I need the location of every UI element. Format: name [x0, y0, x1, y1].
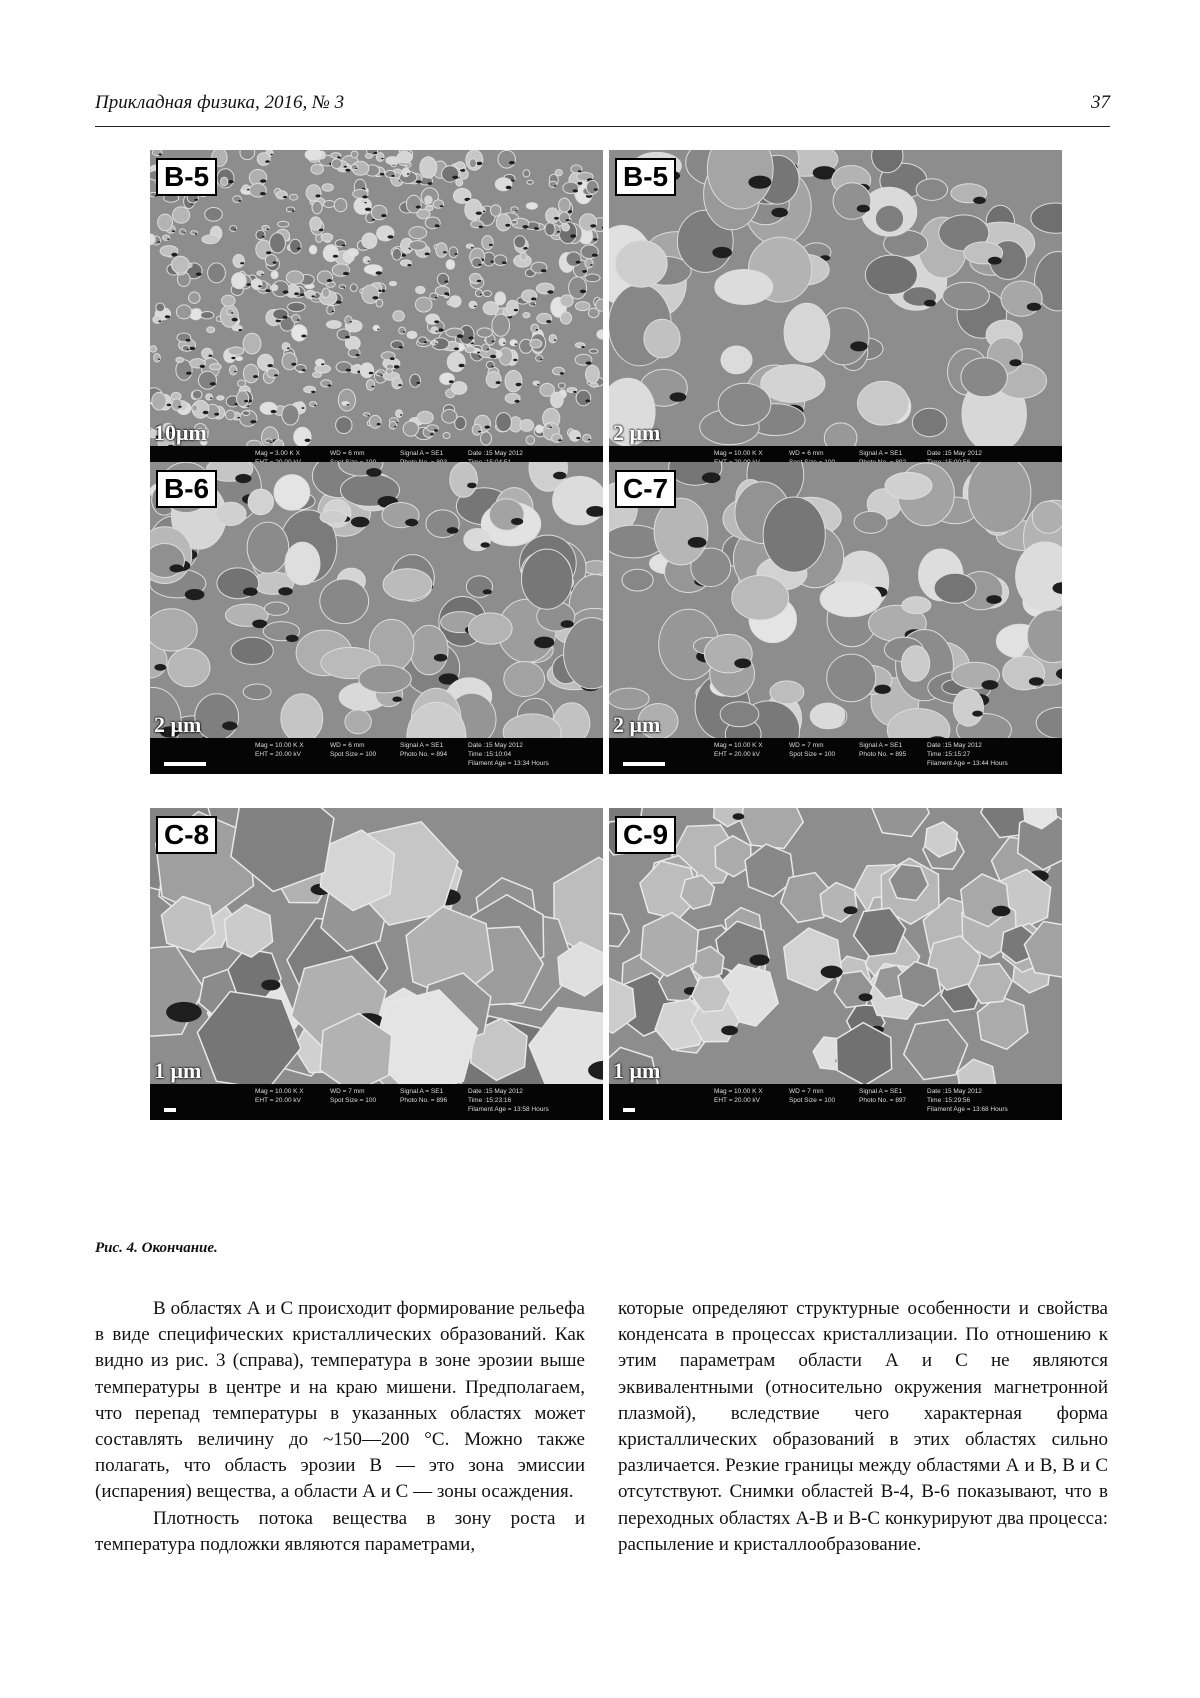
sem-info-line: EHT = 20.00 kV	[714, 1097, 760, 1104]
sem-info-block	[400, 1087, 447, 1105]
sem-info-line: Photo No. = 896	[400, 1097, 448, 1104]
scale-label: 1 μm	[613, 1058, 661, 1083]
running-header	[95, 90, 1110, 127]
sem-info-line: WD = 6 mm	[789, 450, 824, 457]
sem-info-line: Photo No. = 895	[859, 751, 907, 758]
sem-info-block	[859, 741, 906, 759]
sem-info-line: Filament Age = 13:34 Hours	[468, 760, 549, 767]
sem-info-line: Mag = 3.00 K X	[255, 450, 300, 457]
sem-info-block	[789, 741, 835, 759]
sem-info-line: Time :15:23:16	[468, 1097, 512, 1104]
sem-panel	[150, 150, 603, 482]
sem-info-block	[255, 741, 304, 759]
sem-data-bar	[150, 712, 603, 774]
sem-micrograph	[150, 808, 603, 1120]
sem-info-block	[927, 741, 1008, 768]
sem-info-line: Spot Size = 100	[330, 1097, 377, 1104]
sem-info-line: Photo No. = 897	[859, 1097, 907, 1104]
scale-label: 2 μm	[613, 712, 661, 737]
sem-micrograph	[609, 462, 1062, 774]
sem-info-line: Spot Size = 100	[330, 751, 377, 758]
sem-info-line: Signal A = SE1	[400, 450, 444, 457]
sem-info-block	[400, 741, 447, 759]
sem-data-bar	[609, 712, 1062, 774]
panel-label: C-7	[615, 470, 676, 508]
figure-sem-grid	[150, 150, 1062, 1220]
sem-panel	[150, 462, 603, 774]
sem-info-line: Spot Size = 100	[789, 751, 836, 758]
sem-info-line: Mag = 10.00 K X	[714, 1088, 763, 1095]
sem-micrograph	[150, 462, 603, 774]
panel-label: C-8	[156, 816, 217, 854]
journal-title: Прикладная физика, 2016, № 3	[95, 92, 345, 113]
scale-label: 2 μm	[154, 712, 202, 737]
sem-info-line: Mag = 10.00 K X	[714, 450, 763, 457]
sem-data-bar	[609, 1058, 1062, 1120]
sem-info-line: Signal A = SE1	[400, 1088, 444, 1095]
sem-info-line: Date :15 May 2012	[927, 450, 982, 457]
sem-info-line: Photo No. = 894	[400, 751, 448, 758]
sem-info-line: Date :15 May 2012	[927, 1088, 982, 1095]
sem-micrograph	[609, 150, 1062, 482]
page-number: 37	[1091, 92, 1110, 113]
scale-bar	[164, 762, 206, 766]
sem-info-line: Signal A = SE1	[859, 742, 903, 749]
sem-micrograph	[609, 808, 1062, 1120]
sem-info-block	[927, 1087, 1008, 1114]
sem-info-line: WD = 6 mm	[330, 450, 365, 457]
text-column-right	[618, 1296, 1108, 1558]
sem-info-block	[789, 1087, 835, 1105]
sem-panel	[609, 150, 1062, 482]
sem-info-line: Time :15:10:04	[468, 751, 512, 758]
panel-label: C-9	[615, 816, 676, 854]
sem-info-line: Signal A = SE1	[859, 1088, 903, 1095]
sem-info-line: Date :15 May 2012	[468, 1088, 523, 1095]
sem-info-line: Mag = 10.00 K X	[255, 742, 304, 749]
sem-info-line: Date :15 May 2012	[468, 450, 523, 457]
sem-info-line: EHT = 20.00 kV	[255, 1097, 301, 1104]
sem-info-block	[255, 1087, 304, 1105]
sem-info-line: WD = 7 mm	[330, 1088, 365, 1095]
sem-info-line: WD = 6 mm	[330, 742, 365, 749]
sem-info-block	[468, 1087, 549, 1114]
sem-info-line: EHT = 20.00 kV	[714, 751, 760, 758]
scale-label: 10μm	[154, 420, 207, 445]
sem-panel	[609, 808, 1062, 1120]
sem-info-block	[330, 1087, 376, 1105]
sem-info-block	[859, 1087, 906, 1105]
sem-info-line: Filament Age = 13:58 Hours	[468, 1106, 549, 1113]
panel-label: B-5	[156, 158, 217, 196]
scale-bar	[623, 1108, 635, 1112]
sem-info-line: Date :15 May 2012	[468, 742, 523, 749]
sem-info-block	[714, 1087, 763, 1105]
sem-info-line: Spot Size = 100	[789, 1097, 836, 1104]
sem-info-line: Time :15:29:56	[927, 1097, 971, 1104]
sem-info-block	[714, 741, 763, 759]
sem-info-line: Mag = 10.00 K X	[255, 1088, 304, 1095]
scale-bar	[623, 762, 665, 766]
figure-caption: Рис. 4. Окончание.	[95, 1240, 218, 1256]
sem-info-line: EHT = 20.00 kV	[255, 751, 301, 758]
sem-info-block	[468, 741, 549, 768]
sem-info-line: Date :15 May 2012	[927, 742, 982, 749]
sem-info-line: Signal A = SE1	[400, 742, 444, 749]
scale-label: 1 μm	[154, 1058, 202, 1083]
sem-info-line: WD = 7 mm	[789, 742, 824, 749]
sem-info-line: Signal A = SE1	[859, 450, 903, 457]
sem-micrograph	[150, 150, 603, 482]
paragraph: В областях А и С происходит формирование рельефа в виде специфических кристаллических образований. Как видно из рис. 3 (справа), температура в зоне эрозии выше температуры в центре и на краю мишени. Предполагаем, что перепад температуры в указанных областях может составлять величину до ~150—200 °С. Можно также полагать, что область эрозии В — это зона эмиссии (испарения) вещества, а области А и С — зоны осаждения.	[95, 1298, 585, 1503]
panel-label: B-5	[615, 158, 676, 196]
scale-bar	[164, 1108, 176, 1112]
sem-info-line: WD = 7 mm	[789, 1088, 824, 1095]
sem-data-bar	[150, 1058, 603, 1120]
sem-info-line: Mag = 10.00 K X	[714, 742, 763, 749]
sem-info-line: Filament Age = 13:68 Hours	[927, 1106, 1008, 1113]
sem-info-line: Filament Age = 13:44 Hours	[927, 760, 1008, 767]
paragraph: Плотность потока вещества в зону роста и температура подложки являются параметрами,	[95, 1507, 585, 1555]
text-column-left	[95, 1296, 585, 1558]
sem-panel	[609, 462, 1062, 774]
sem-info-block	[330, 741, 376, 759]
paragraph: которые определяют структурные особенности и свойства конденсата в процессах кристаллизации. По отношению к этим параметрам области А и С не являются эквивалентными (относительно окружения магнетронной плазмой), вследствие чего характерная форма кристаллических образований в этих областях сильно различается. Резкие границы между областями А и В, В и С отсутствуют. Снимки областей В-4, В-6 показывают, что в переходных областях А-В и В-С конкурируют два процесса: распыление и кристаллообразование.	[618, 1298, 1108, 1555]
sem-panel	[150, 808, 603, 1120]
scale-label: 2 μm	[613, 420, 661, 445]
panel-label: B-6	[156, 470, 217, 508]
sem-info-line: Time :15:15:27	[927, 751, 971, 758]
